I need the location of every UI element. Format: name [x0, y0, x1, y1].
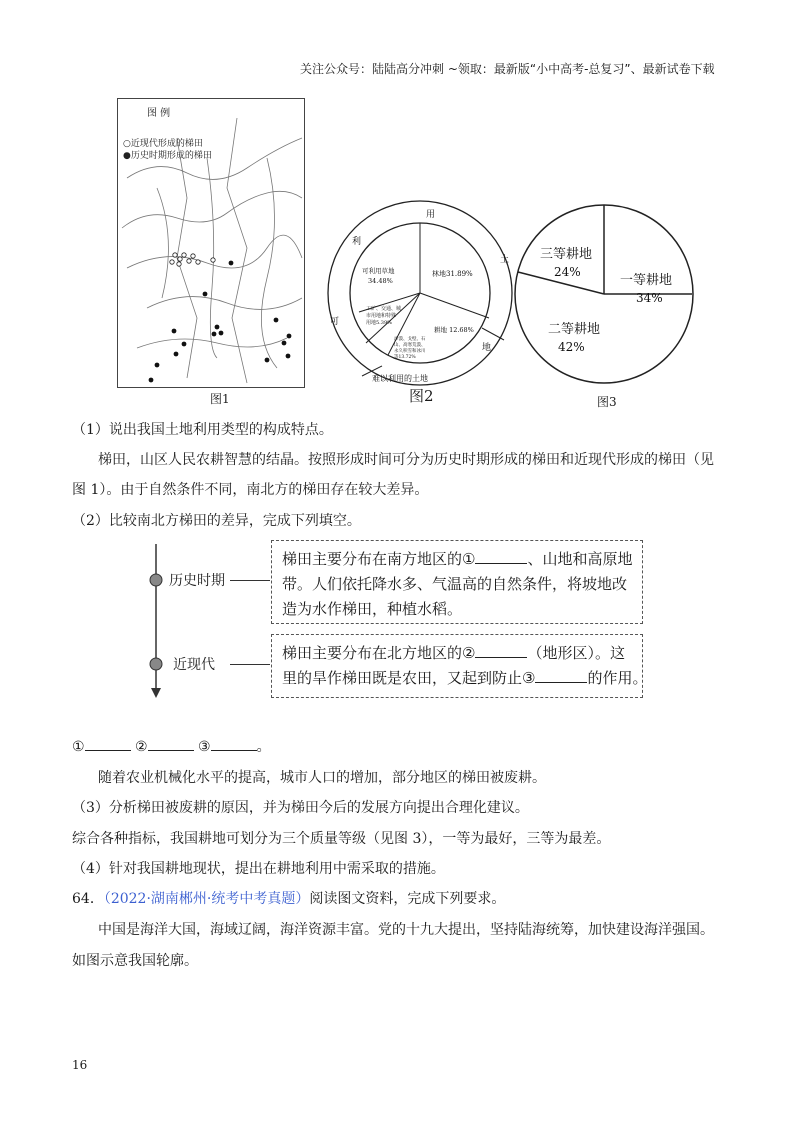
historic-text-1b: 、山地和高原地: [527, 550, 633, 568]
ring-label-right: 土: [500, 255, 510, 265]
legend-title: 图 例: [147, 108, 171, 119]
slice-urban-label-1: 工矿、交通、城: [366, 306, 402, 312]
farmland-grade-chart: [512, 200, 698, 390]
modern-box: [271, 634, 648, 698]
figure1-map: [117, 98, 305, 388]
answer-1-blank[interactable]: [85, 737, 131, 751]
question-4: （4）针对我国耕地现状，提出在耕地利用中需采取的措施。: [72, 861, 445, 877]
historic-text-3: 造为水作梯田，种植水稻。: [282, 600, 463, 618]
question-2: （2）比较南北方梯田的差异，完成下列填空。: [72, 513, 361, 529]
map-drawing: [117, 98, 305, 388]
ring-label-left: 可: [330, 317, 340, 327]
figure1-caption: 图1: [210, 392, 230, 406]
slice-grass-value: 34.48%: [368, 277, 393, 285]
page-number: 16: [72, 1058, 88, 1072]
modern-text-2a: 里的旱作梯田既是农田，又起到防止③: [282, 669, 536, 687]
slice-unusable-label-2: 山、高寒荒漠、: [394, 343, 426, 348]
answer-1-label: ①: [72, 739, 85, 755]
question-64-source[interactable]: （2022·湖南郴州·统考中考真题）: [103, 891, 310, 907]
slice-grass-title: 可利用草地: [362, 267, 395, 275]
grade3-value: 24%: [554, 265, 581, 279]
answer-line: [72, 737, 271, 757]
answer-3-blank[interactable]: [211, 737, 257, 751]
answer-2-blank[interactable]: [148, 737, 194, 751]
question-64-instruction: 阅读图文资料，完成下列要求。: [309, 891, 506, 907]
grade1-label: 一等耕地: [620, 273, 673, 288]
slice-cropland-label: 耕地 12.68%: [434, 326, 474, 334]
historic-text-2: 带。人们依托降水多、气温高的自然条件，将坡地改: [282, 575, 628, 593]
figure2-caption: 图2: [409, 387, 434, 405]
header-note: 关注公众号：陆陆高分冲刺 ~领取：最新版“小中高考-总复习”、最新试卷下载: [300, 62, 715, 76]
legend-modern: ○近现代形成的梯田: [123, 139, 203, 149]
historic-node: [150, 574, 162, 586]
slice-forest-label: 林地31.89%: [432, 270, 473, 278]
intro-ocean-line1: 中国是海洋大国，海域辽阔，海洋资源丰富。党的十九大提出，坚持陆海统筹，加快建设海洋强国。: [98, 922, 714, 938]
slice-urban-label-2: 市用地和特殊: [366, 313, 397, 319]
historic-label: 历史时期: [169, 573, 225, 589]
historic-connector: [230, 580, 270, 581]
timeline-arrow: [145, 540, 175, 700]
modern-label: 近现代: [173, 657, 215, 673]
answer-line-end: 。: [256, 739, 271, 755]
blank-2: [475, 644, 527, 658]
slice-unusable-label-3: 永久积雪和冰川: [394, 349, 426, 354]
historic-box: [271, 540, 643, 624]
modern-text-2b: 的作用。: [587, 669, 648, 687]
modern-node: [150, 658, 162, 670]
slice-unusable-label-1: 沙漠、戈壁、石: [394, 337, 426, 342]
question-64-number: 64．: [72, 891, 104, 907]
intro-farmland-grades: 综合各种指标，我国耕地可划分为三个质量等级（见图 3），一等为最好，三等为最差。: [72, 831, 611, 847]
answer-3-label: ③: [198, 739, 211, 755]
question-1: （1）说出我国土地利用类型的构成特点。: [72, 422, 333, 438]
intro-terraces-line2: 图 1）。由于自然条件不同，南北方的梯田存在较大差异。: [72, 482, 429, 498]
modern-text-1a: 梯田主要分布在北方地区的②: [282, 644, 476, 662]
blank-1: [475, 550, 527, 564]
figure3-caption: 图3: [597, 395, 617, 409]
ring-label-topleft: 利: [352, 237, 362, 247]
historic-text-1a: 梯田主要分布在南方地区的①: [282, 550, 476, 568]
slice-urban-label-3: 用地5.39%: [366, 320, 392, 326]
land-use-chart: [322, 200, 522, 390]
intro-ocean-line2: 如图示意我国轮廓。: [72, 953, 198, 969]
question-3: （3）分析梯田被废耕的原因，并为梯田今后的发展方向提出合理化建议。: [72, 800, 529, 816]
ring-label-bottom: 难以利用的土地: [372, 374, 428, 383]
grade1-value: 34%: [636, 291, 663, 305]
slice-unusable-label-4: 等13.72%: [394, 355, 416, 360]
grade2-value: 42%: [558, 340, 585, 354]
question-64: [72, 889, 505, 909]
figure2-pie: [322, 200, 522, 390]
timeline-diagram: [145, 540, 655, 700]
legend-historic: ●历史时期形成的梯田: [123, 151, 212, 161]
figure3-pie: [512, 200, 698, 390]
ring-label-bottomright: 地: [482, 343, 492, 353]
modern-text-1b: （地形区）。这: [527, 644, 625, 662]
blank-3: [535, 669, 587, 683]
answer-2-label: ②: [135, 739, 148, 755]
intro-abandonment: 随着农业机械化水平的提高，城市人口的增加，部分地区的梯田被废耕。: [98, 770, 546, 786]
grade2-label: 二等耕地: [548, 322, 601, 337]
modern-connector: [230, 664, 270, 665]
grade3-label: 三等耕地: [540, 247, 593, 262]
ring-label-top: 用: [426, 210, 436, 220]
intro-terraces-line1: 梯田，山区人民农耕智慧的结晶。按照形成时间可分为历史时期形成的梯田和近现代形成的梯田（见: [98, 452, 714, 468]
